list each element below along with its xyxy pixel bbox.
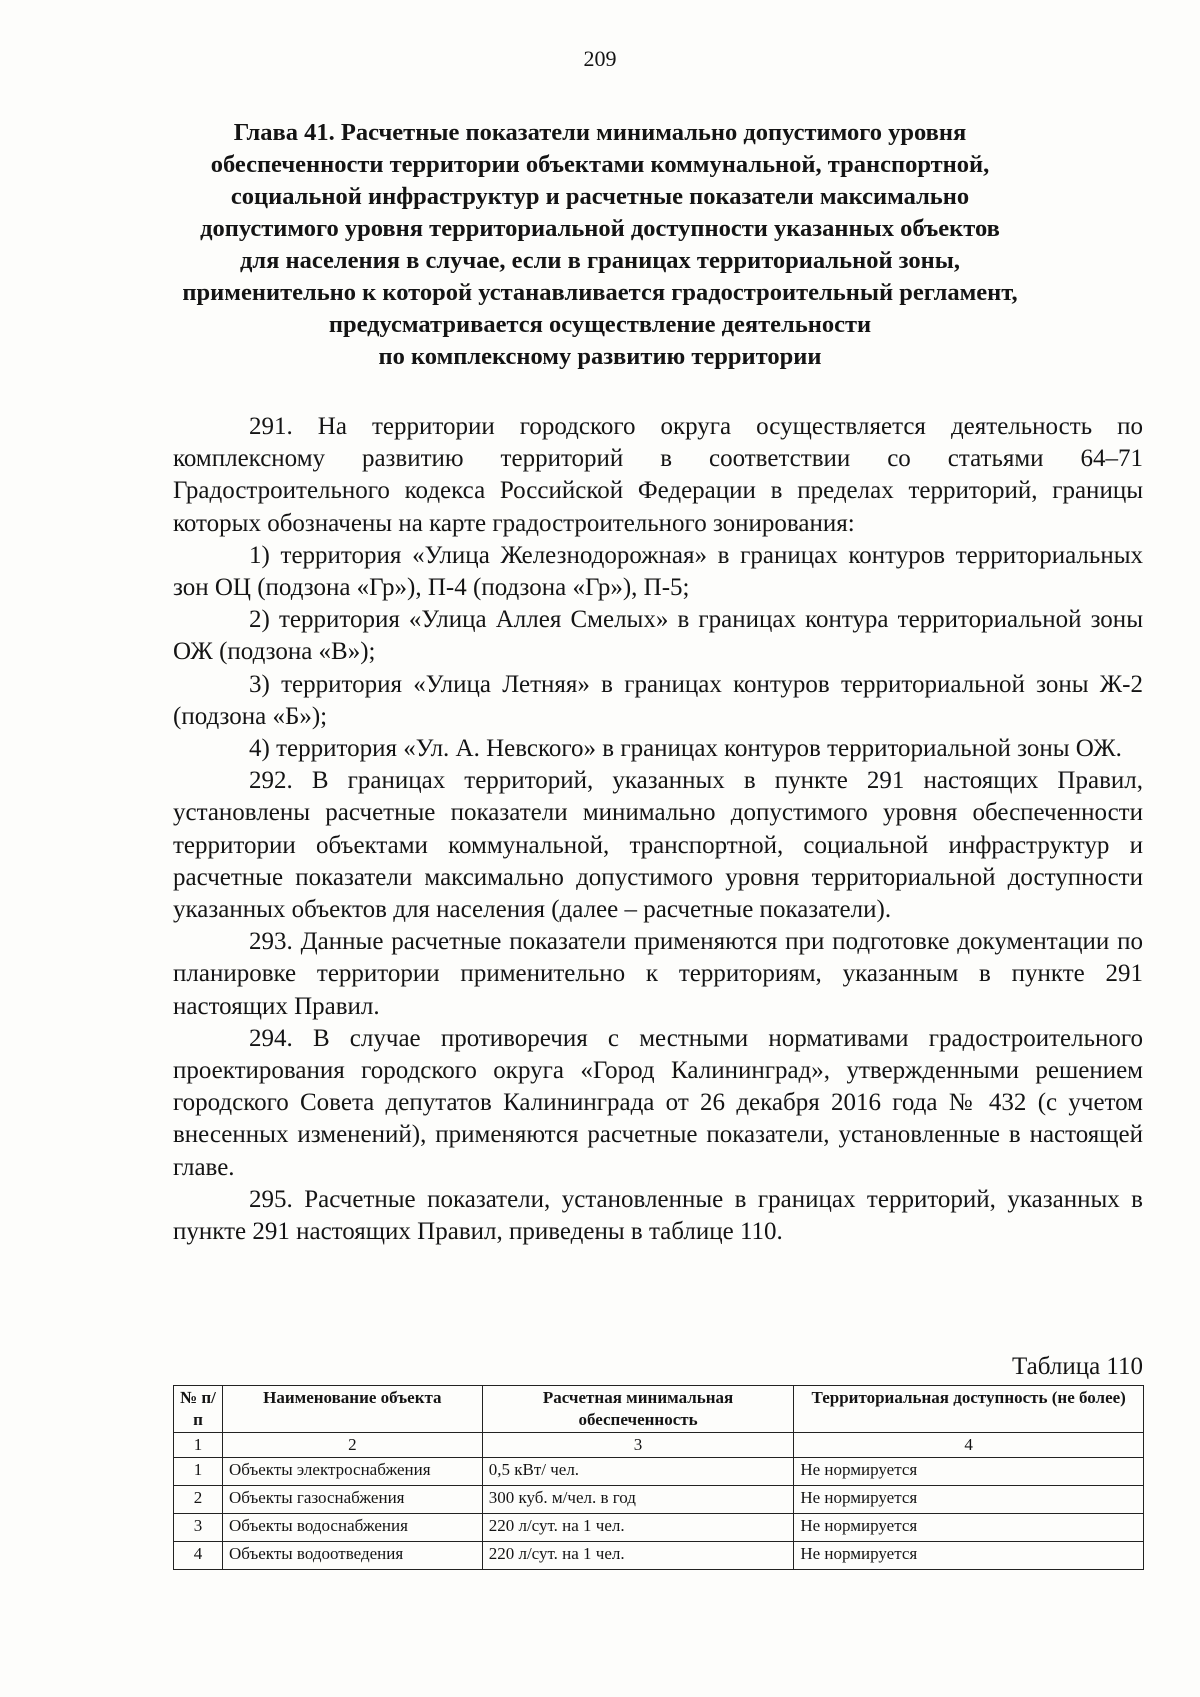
- heading-line: предусматривается осуществление деятельности: [328, 311, 872, 338]
- table-row: [174, 1542, 1144, 1570]
- table-cell: Объекты газоснабжения: [222, 1486, 482, 1514]
- paragraph-293: 293. Данные расчетные показатели применяются при подготовке документации по планировке территории применительно к территориям, указанным в пункте 291 настоящих Правил.: [173, 928, 1143, 1020]
- table-cell: 4: [174, 1542, 223, 1570]
- table-cell: Объекты электроснабжения: [222, 1458, 482, 1486]
- heading-line: социальной инфраструктур и расчетные показатели максимально: [230, 183, 970, 210]
- table-cell: 1: [174, 1458, 223, 1486]
- table-caption: Таблица 110: [1012, 1353, 1143, 1380]
- table-cell: Не нормируется: [794, 1458, 1144, 1486]
- heading-line: для населения в случае, если в границах территориальной зоны,: [239, 247, 961, 274]
- paragraph-291: 291. На территории городского округа осуществляется деятельность по комплексному развитию территорий в соответствии со статьями 64–71 Градостроительного кодекса Российской Федерации в пределах территорий, границы которых обозначены на карте градостроительного зонирования:: [173, 413, 1143, 537]
- table-cell: Не нормируется: [794, 1514, 1144, 1542]
- header-cell: Территориальная доступность (не более): [794, 1386, 1144, 1433]
- heading-line: обеспеченности территории объектами коммунальной, транспортной,: [210, 151, 990, 178]
- table-row: [174, 1486, 1144, 1514]
- heading-line: допустимого уровня территориальной доступности указанных объектов: [200, 215, 1000, 242]
- table-row: [174, 1514, 1144, 1542]
- table-cell: Объекты водоотведения: [222, 1542, 482, 1570]
- heading-line: Глава 41. Расчетные показатели минимально допустимого уровня: [233, 119, 967, 146]
- table-cell: 220 л/сут. на 1 чел.: [482, 1542, 794, 1570]
- table-cell: 300 куб. м/чел. в год: [482, 1486, 794, 1514]
- header-cell: Наименование объекта: [222, 1386, 482, 1433]
- column-number: 3: [482, 1433, 794, 1458]
- body-text: [173, 411, 1143, 1248]
- table-cell: 220 л/сут. на 1 чел.: [482, 1514, 794, 1542]
- table-cell: 0,5 кВт/ чел.: [482, 1458, 794, 1486]
- table-row: [174, 1458, 1144, 1486]
- table-cell: Не нормируется: [794, 1486, 1144, 1514]
- heading-line: применительно к которой устанавливается градостроительный регламент,: [182, 279, 1018, 306]
- data-table: [173, 1385, 1144, 1570]
- paragraph-294: 294. В случае противоречия с местными нормативами градостроительного проектирования городского округа «Город Калининград», утвержденными решением городского Совета депутатов Калининграда от 26 декабря 2016 года № 432 (с учетом внесенных изменений), применяются расчетные показатели, установленные в настоящей главе.: [173, 1024, 1143, 1181]
- list-item-4: 4) территория «Ул. А. Невского» в границах контуров территориальной зоны ОЖ.: [249, 735, 1122, 763]
- paragraph-295: 295. Расчетные показатели, установленные в границах территорий, указанных в пункте 291 настоящих Правил, приведены в таблице 110.: [173, 1185, 1143, 1246]
- list-item-2: 2) территория «Улица Аллея Смелых» в границах контура территориальной зоны ОЖ (подзона «В»);: [173, 606, 1143, 666]
- header-cell: № п/п: [174, 1386, 223, 1433]
- column-number: 4: [794, 1433, 1144, 1458]
- column-number: 1: [174, 1433, 223, 1458]
- table-cell: 3: [174, 1514, 223, 1542]
- list-item-1: 1) территория «Улица Железнодорожная» в границах контуров территориальных зон ОЦ (подзона «Гр»), П-4 (подзона «Гр»), П-5;: [173, 541, 1143, 602]
- table-cell: Не нормируется: [794, 1542, 1144, 1570]
- heading-line: по комплексному развитию территории: [378, 343, 822, 370]
- table-header-row: [174, 1386, 1144, 1433]
- chapter-heading: [160, 117, 1040, 373]
- paragraph-292: 292. В границах территорий, указанных в пункте 291 настоящих Правил, установлены расчетные показатели минимально допустимого уровня обеспеченности территории объектами коммунальной, транспортной, социальной инфраструктур и расчетные показатели максимально допустимого уровня территориальной доступности указанных объектов для населения (далее – расчетные показатели).: [173, 767, 1143, 924]
- column-number-row: [174, 1433, 1144, 1458]
- header-cell: Расчетная минимальная обеспеченность: [482, 1386, 794, 1433]
- column-number: 2: [222, 1433, 482, 1458]
- page-number: 209: [583, 46, 617, 71]
- table-cell: Объекты водоснабжения: [222, 1514, 482, 1542]
- table-cell: 2: [174, 1486, 223, 1514]
- list-item-3: 3) территория «Улица Летняя» в границах контуров территориальной зоны Ж-2 (подзона «Б»);: [173, 670, 1143, 730]
